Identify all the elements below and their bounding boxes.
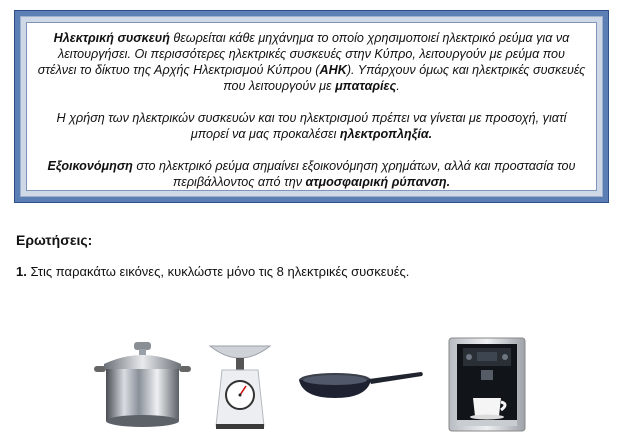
term-electric-device: Ηλεκτρική συσκευή — [53, 31, 170, 45]
question-number: 1. — [16, 264, 27, 279]
coffee-machine-image[interactable] — [447, 336, 527, 433]
paragraph-safety — [37, 110, 586, 142]
info-box — [26, 22, 597, 191]
frying-pan-image[interactable] — [297, 368, 425, 402]
cooking-pot-image[interactable] — [90, 336, 195, 431]
questions-heading: Ερωτήσεις: — [16, 232, 93, 248]
pollution-term: ατμοσφαιρική ρύπανση. — [305, 175, 451, 189]
kitchen-scale-image[interactable] — [208, 340, 272, 432]
paragraph-text: Η χρήση των ηλεκτρικών συσκευών και του ηλεκτρισμού πρέπει να γίνεται με προσοχή, γιατί μπορεί να μας προκαλέσει — [56, 111, 567, 141]
paragraph-text: ). Υπάρχουν όμως και ηλεκτρικές συσκευές που λειτουργούν με — [223, 63, 586, 93]
info-box-bevel — [20, 16, 603, 197]
paragraph-saving — [37, 158, 586, 190]
ahk-label: ΑΗΚ — [319, 63, 347, 77]
question-1 — [16, 264, 409, 279]
batteries-term: μπαταρίες — [335, 79, 397, 93]
paragraph-text: . — [396, 79, 400, 93]
electrocution-term: ηλεκτροπληξία. — [339, 127, 433, 141]
info-box-frame — [14, 10, 609, 203]
paragraph-text: θεωρείται κάθε μηχάνημα το οποίο χρησιμοποιεί ηλεκτρικό ρεύμα για να λειτουργήσει. Οι περισσότερες ηλεκτρικές συσκευές στην Κύπρο, λειτουργούν με ρεύμα που στέλνει το δίκτυο της Αρχής Ηλεκτρισμού Κύπρου ( — [37, 31, 570, 77]
paragraph-text: στο ηλεκτρικό ρεύμα σημαίνει εξοικονόμηση χρημάτων, αλλά και προστασία του περιβάλλοντος από την — [132, 159, 576, 189]
question-text: Στις παρακάτω εικόνες, κυκλώστε μόνο τις 8 ηλεκτρικές συσκευές. — [26, 264, 410, 279]
paragraph-electric-device — [37, 30, 586, 94]
term-saving: Εξοικονόμηση — [47, 159, 133, 173]
